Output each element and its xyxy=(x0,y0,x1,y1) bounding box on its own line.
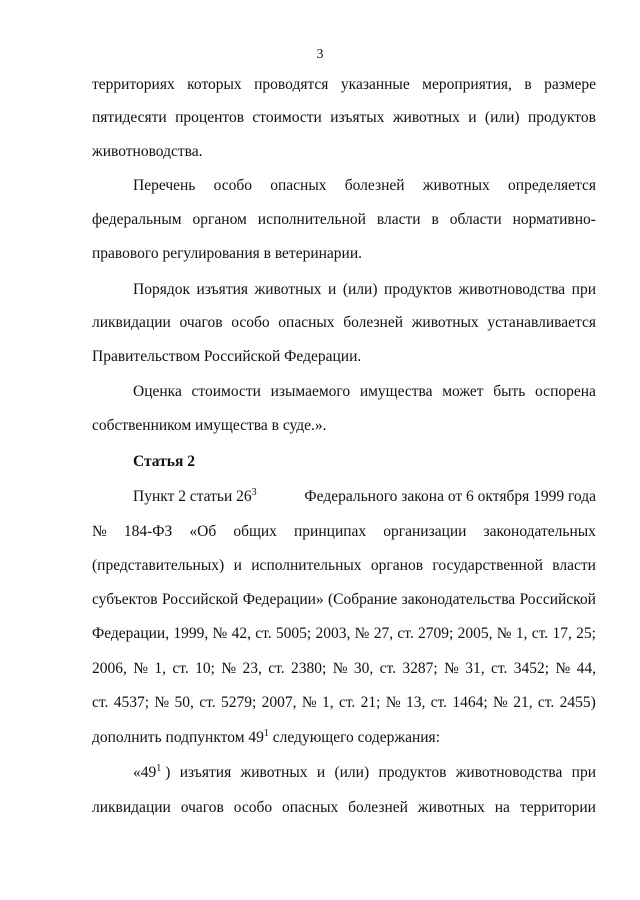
word: нормативно- xyxy=(512,211,596,228)
word: (Собрание xyxy=(328,591,398,608)
text-line xyxy=(92,313,596,333)
word: органом xyxy=(192,211,247,228)
word: 50, xyxy=(174,694,194,711)
word: (или) xyxy=(334,764,370,781)
word: изымаемого xyxy=(270,383,351,400)
word: продуктов xyxy=(384,281,452,298)
word: продуктов xyxy=(378,764,447,781)
word: 27, xyxy=(373,625,394,642)
word: ст. xyxy=(92,694,109,711)
text-line xyxy=(92,522,596,542)
word: № xyxy=(301,694,317,711)
word: указанные xyxy=(340,76,410,93)
word: может xyxy=(442,383,484,400)
word: № xyxy=(133,660,149,677)
word: 5279; xyxy=(220,694,257,711)
word: Оценка xyxy=(133,383,182,400)
word: особо xyxy=(213,177,252,194)
text-segment xyxy=(165,763,596,783)
word: Российской xyxy=(161,591,239,608)
word: животных xyxy=(417,799,485,816)
word: ст. xyxy=(397,625,414,642)
word: при xyxy=(571,281,596,298)
word: территориях xyxy=(92,76,175,93)
word: животноводства xyxy=(458,281,566,298)
text-line xyxy=(92,798,596,818)
word: ст. xyxy=(491,660,508,677)
word: 21, xyxy=(513,694,533,711)
word: территории xyxy=(519,799,596,816)
word: Порядок xyxy=(133,281,190,298)
text-line: собственником имущества в суде.». xyxy=(92,417,327,434)
word: № xyxy=(354,625,370,642)
word: законодательства xyxy=(401,591,516,608)
text-line: животноводства. xyxy=(92,143,203,160)
word: животных xyxy=(254,281,322,298)
word: болезней xyxy=(343,314,404,331)
word: 42, xyxy=(231,625,251,642)
article-heading: Статья 2 xyxy=(133,453,195,470)
word: 1, xyxy=(515,625,528,642)
word: проводятся xyxy=(254,76,329,93)
word: исполнительных xyxy=(251,557,362,574)
word: (или) xyxy=(342,281,378,298)
word: имущества xyxy=(359,383,433,400)
word: 23, xyxy=(242,660,262,677)
word: 31, xyxy=(465,660,485,677)
word: изъятия xyxy=(196,281,249,298)
text-line xyxy=(133,176,596,196)
text-line xyxy=(92,556,596,576)
word: ст. xyxy=(268,660,285,677)
word: животных xyxy=(240,764,308,781)
text-segment: Пункт 2 статьи $26^3$ xyxy=(133,487,257,505)
text-line: правового регулирования в ветеринарии. xyxy=(92,245,363,262)
word: 2003, xyxy=(315,625,351,642)
word: ст. xyxy=(338,694,356,711)
text-line xyxy=(92,693,596,713)
word: пятидесяти xyxy=(92,109,167,126)
word: «Об xyxy=(189,523,217,540)
word: 2455) xyxy=(559,694,596,711)
word: и xyxy=(316,764,326,781)
text-line: Правительством Российской Федерации. xyxy=(92,348,362,365)
word: изъятия xyxy=(179,764,232,781)
word: очагов xyxy=(179,314,223,331)
text-line xyxy=(92,108,596,128)
word: 2005, xyxy=(457,625,493,642)
word: 2380; xyxy=(291,660,327,677)
word: № xyxy=(385,694,401,711)
word: и xyxy=(233,557,242,574)
word: 2007, xyxy=(261,694,297,711)
word: при xyxy=(571,764,596,781)
word: 3287; xyxy=(402,660,438,677)
superscript: 3 xyxy=(251,487,257,498)
word: области xyxy=(449,211,502,228)
word: и xyxy=(468,109,477,126)
word: болезней xyxy=(344,177,405,194)
word: устанавливается xyxy=(487,314,596,331)
word: в xyxy=(524,76,532,93)
word: животных xyxy=(422,177,490,194)
word: общих xyxy=(233,523,277,540)
word: 1, xyxy=(154,660,167,677)
text-line xyxy=(92,624,596,644)
word: 4537; xyxy=(113,694,150,711)
word: власти xyxy=(552,557,596,574)
word: организации xyxy=(383,523,467,540)
word: принципах xyxy=(294,523,367,540)
page-number: 3 xyxy=(316,47,324,62)
word: опасных xyxy=(281,799,339,816)
text-line xyxy=(92,210,596,230)
word: ) xyxy=(165,764,171,781)
word: ст. xyxy=(379,660,397,677)
word: мероприятия, xyxy=(422,76,512,93)
word: на xyxy=(494,799,510,816)
word: размере xyxy=(544,76,596,93)
word: 3452; xyxy=(513,660,550,677)
word: и xyxy=(328,281,337,298)
word: ст. xyxy=(255,625,272,642)
text-segment: «$49^1$ xyxy=(133,763,162,781)
word: 2709; xyxy=(418,625,454,642)
word: продуктов xyxy=(527,109,596,126)
word: субъектов xyxy=(92,591,158,608)
word: № xyxy=(444,660,459,677)
word: 30, xyxy=(353,660,374,677)
word: определяется xyxy=(508,177,596,194)
word: 5005; xyxy=(275,625,312,642)
word: изъятых xyxy=(330,109,385,126)
word: ст. xyxy=(531,625,549,642)
text-line xyxy=(133,382,596,402)
word: органов xyxy=(370,557,424,574)
word: № xyxy=(212,625,228,642)
text-line xyxy=(133,280,596,300)
word: ст. xyxy=(537,694,555,711)
word: (представительных) xyxy=(92,557,225,574)
word: стоимости xyxy=(191,383,261,400)
text-line xyxy=(92,659,596,679)
word: законодательных xyxy=(483,523,596,540)
superscript: 1 xyxy=(263,728,269,739)
word: (или) xyxy=(484,109,520,126)
word: особо xyxy=(231,314,270,331)
word: № xyxy=(221,660,237,677)
text-line xyxy=(133,487,596,507)
word: 184-ФЗ xyxy=(123,523,173,540)
text-segment: Федерального закона от 6 октября 1999 года xyxy=(304,488,596,505)
word: Перечень xyxy=(133,177,196,194)
superscript: 1 xyxy=(156,763,162,774)
word: № xyxy=(555,660,571,677)
word: 1464; xyxy=(452,694,488,711)
word: которых xyxy=(187,76,242,93)
word: стоимости xyxy=(252,109,322,126)
word: ст. xyxy=(199,694,216,711)
text-line xyxy=(92,590,596,610)
word: № xyxy=(332,660,348,677)
word: государственной xyxy=(432,557,543,574)
word: животных xyxy=(392,109,460,126)
word: животных xyxy=(411,314,479,331)
word: 10; xyxy=(195,660,215,677)
word: Федерации, xyxy=(92,625,170,642)
word: опасных xyxy=(270,177,327,194)
word: ликвидации xyxy=(92,314,171,331)
word: особо xyxy=(233,799,273,816)
word: Федерации» xyxy=(242,591,324,608)
word: 13, xyxy=(405,694,426,711)
word: 25; xyxy=(576,625,596,642)
word: ликвидации xyxy=(92,799,171,816)
word: № xyxy=(92,523,107,540)
word: ст. xyxy=(172,660,189,677)
word: исполнительной xyxy=(257,211,366,228)
word: оспорена xyxy=(535,383,596,400)
word: очагов xyxy=(180,799,224,816)
word: 2006, xyxy=(92,660,127,677)
word: опасных xyxy=(278,314,335,331)
word: быть xyxy=(493,383,526,400)
word: 1, xyxy=(321,694,334,711)
word: болезней xyxy=(348,799,408,816)
word: 44, xyxy=(576,660,596,677)
word: 21; xyxy=(360,694,381,711)
word: № xyxy=(493,694,508,711)
text-line: дополнить подпунктом $49^1$ следующего содержания: xyxy=(92,728,440,746)
text-line xyxy=(92,75,596,95)
word: 17, xyxy=(552,625,572,642)
word: ст. xyxy=(430,694,448,711)
word: № xyxy=(496,625,512,642)
text-line xyxy=(133,763,596,783)
word: федеральным xyxy=(92,211,182,228)
word: № xyxy=(154,694,170,711)
word: животноводства xyxy=(455,764,563,781)
word: процентов xyxy=(175,109,245,126)
word: в xyxy=(431,211,439,228)
word: 1999, xyxy=(173,625,209,642)
word: власти xyxy=(376,211,421,228)
word: Российской xyxy=(519,591,596,608)
